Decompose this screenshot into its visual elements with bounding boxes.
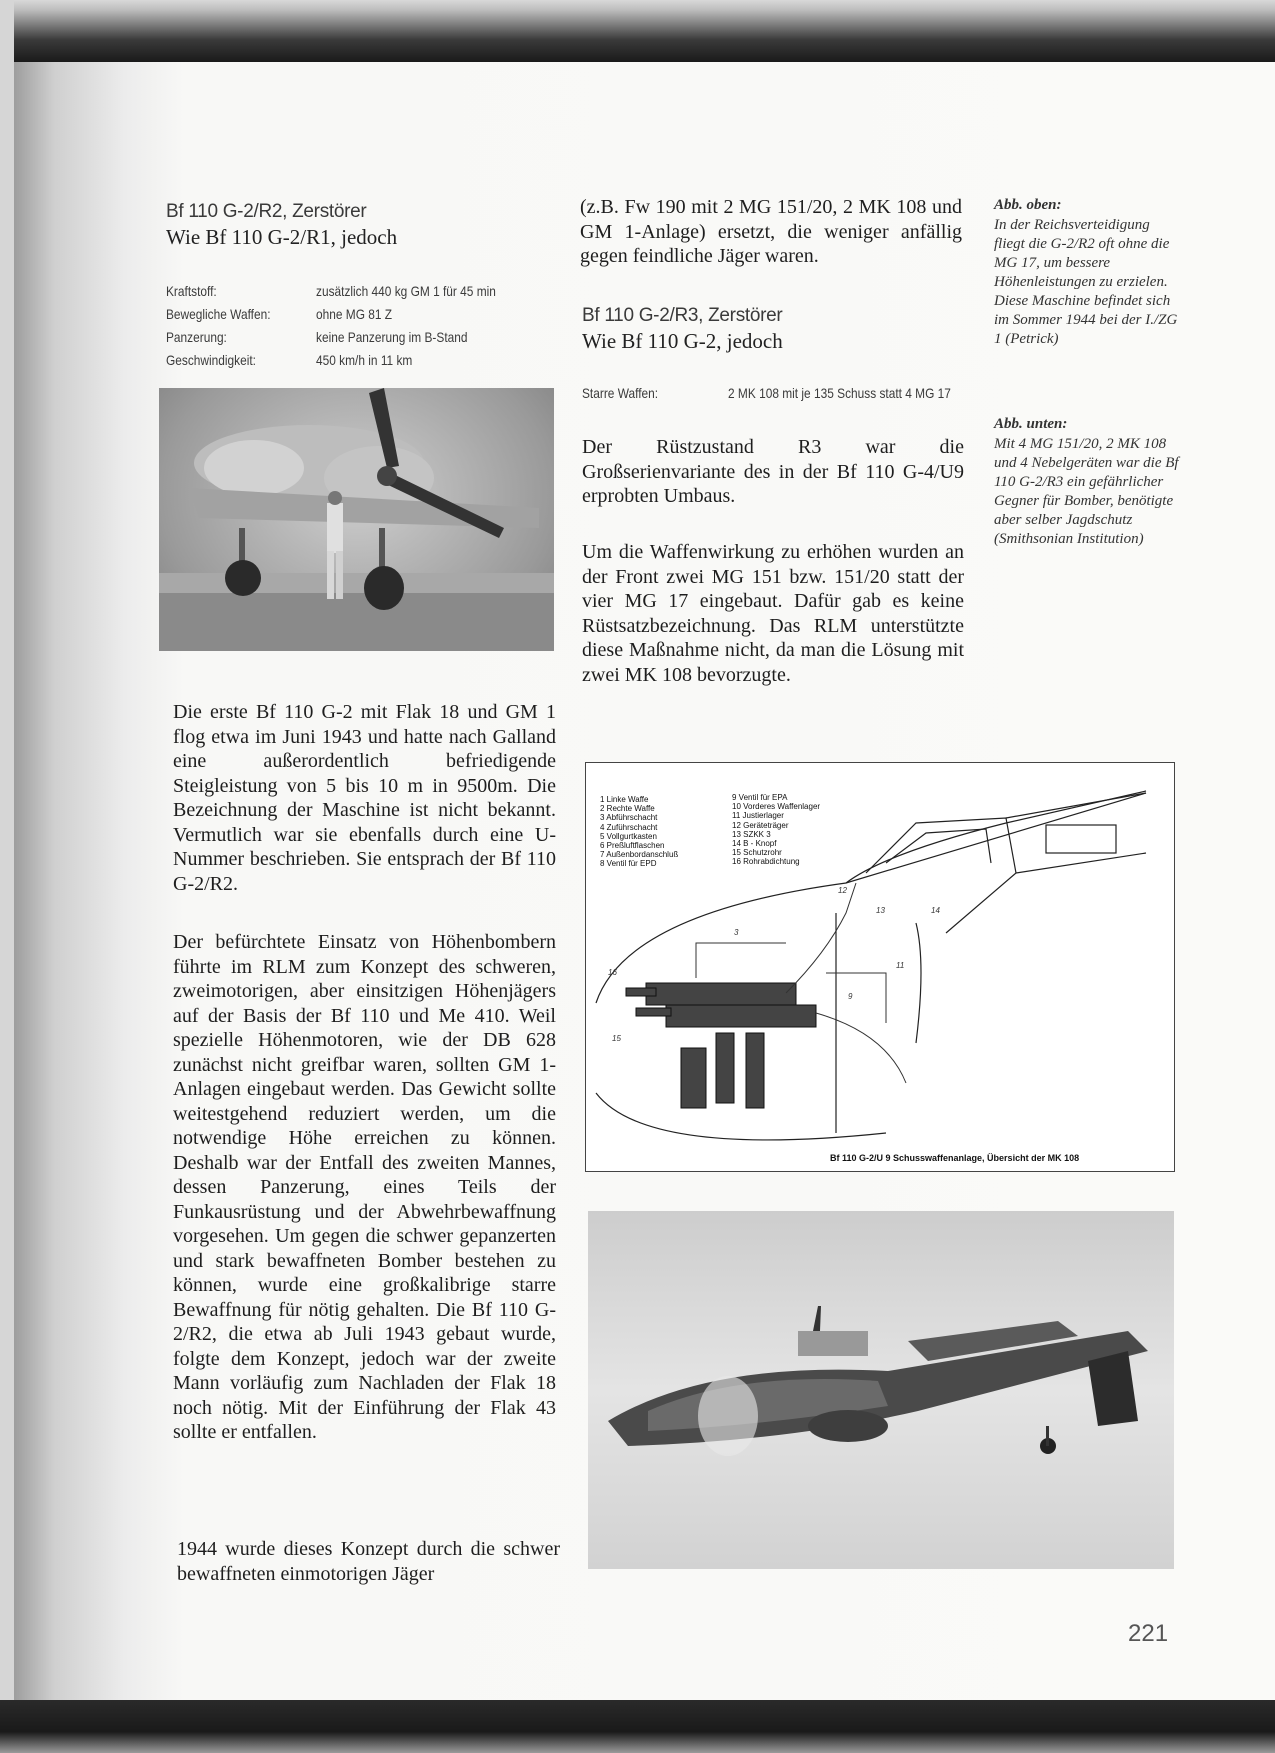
caption-top-heading: Abb. oben: [994, 197, 1062, 213]
legend-item: 12 Geräteträger [732, 820, 789, 830]
spec-value: zusätzlich 440 kg GM 1 für 45 min [316, 283, 496, 299]
legend-item: 10 Vorderes Waffenlager [732, 802, 821, 812]
caption-top-text: In der Reichsverteidigung fliegt die G-2/R2 oft ohne die MG 17, um bessere Höhenleistungen zu erzielen. Diese Maschine befindet sich im Sommer 1944 bei der I./ZG 1 (Petrick) [994, 217, 1178, 347]
spec-label: Panzerung: [166, 329, 227, 345]
spec-label: Starre Waffen: [582, 385, 659, 401]
diagram-caption: Bf 110 G-2/U 9 Schusswaffenanlage, Übersicht der MK 108 [830, 1153, 1080, 1163]
body-paragraph: (z.B. Fw 190 mit 2 MG 151/20, 2 MK 108 und GM 1-Anlage) ersetzt, die weniger anfällig gegen feindliche Jäger waren. [580, 196, 962, 267]
legend-item: 16 Rohrabdichtung [732, 857, 800, 867]
section-subheading-r2: Wie Bf 110 G-2/R1, jedoch [166, 225, 398, 249]
scan-bottom-edge [0, 1700, 1275, 1753]
legend-item: 2 Rechte Waffe [600, 804, 655, 814]
section-subheading-r3: Wie Bf 110 G-2, jedoch [582, 329, 783, 353]
scan-left-edge [0, 0, 14, 1753]
spec-value: ohne MG 81 Z [316, 306, 393, 322]
legend-item: 3 Abführschacht [600, 813, 658, 823]
spec-label: Kraftstoff: [166, 283, 217, 299]
body-paragraph: Der befürchtete Einsatz von Höhenbombern führte im RLM zum Konzept des schweren, zweimotorigen, aber einsitzigen Höhenjägers auf der Basis der Bf 110 und Me 410. Weil spezielle Höhenmotoren, wie der DB 628 zunächst nicht greifbar waren, sollten GM 1-Anlagen eingebaut werden. Das Gewicht sollte weitestgehend reduziert werden, um die notwendige Höhe erreichen zu können. Deshalb war der Entfall des zweiten Mannes, dessen Panzerung, eines Teils der Funkausrüstung und der Abwehrbewaffnung vorgesehen. Um gegen die schwer gepanzerten und stark bewaffneten Bomber bestehen zu können, wurde eine großkalibrige starre Bewaffnung für nötig gehalten. Die Bf 110 G-2/R2, die etwa ab Juli 1943 gebaut wurde, folgte dem Konzept, jedoch war der zweite Mann vorläufig zum Nachladen der Flak 18 noch nötig. Mit der Einführung der Flak 43 sollte er entfallen. [173, 931, 556, 1443]
svg-text:12: 12 [838, 886, 847, 895]
diagram-drawing [586, 763, 1174, 1171]
body-paragraph: Der Rüstzustand R3 war die Großserienvariante des in der Bf 110 G-4/U9 erprobten Umbaus. [582, 436, 964, 507]
legend-item: 7 Außenbordanschluß [600, 850, 679, 860]
caption-bottom-text: Mit 4 MG 151/20, 2 MK 108 und 4 Nebelgeräten war die Bf 110 G-2/R3 ein gefährlicher Gegner für Bomber, benötigte aber selber Jagdschutz (Smithsonian Institution) [994, 436, 1179, 547]
spec-value: 2 MK 108 mit je 135 Schuss statt 4 MG 17 [728, 385, 951, 401]
scan-top-edge [0, 0, 1275, 62]
spec-label: Geschwindigkeit: [166, 352, 256, 368]
weapon-diagram [585, 762, 1175, 1172]
svg-text:14: 14 [931, 906, 940, 915]
svg-text:15: 15 [612, 1034, 621, 1043]
svg-text:13: 13 [876, 906, 885, 915]
body-paragraph: Um die Waffenwirkung zu erhöhen wurden an der Front zwei MG 151 bzw. 151/20 statt der vier MG 17 eingebaut. Dafür gab es keine Rüstsatzbezeichnung. Das RLM unterstützte diese Maßnahme nicht, da man die Lösung mit zwei MK 108 bevorzugte. [582, 541, 964, 686]
photo-aircraft-ground [159, 388, 554, 651]
legend-item: 9 Ventil für EPA [732, 793, 788, 802]
spec-label: Bewegliche Waffen: [166, 306, 271, 322]
body-paragraph: Die erste Bf 110 G-2 mit Flak 18 und GM 1 flog etwa im Juni 1943 und hatte nach Galland eine außerordentlich befriedigende Steigleistung von 5 bis 10 m in 9500m. Die Bezeichnung der Maschine ist nicht bekannt. Vermutlich war sie ebenfalls durch eine U-Nummer beschrieben. Sie entsprach der Bf 110 G-2/R2. [173, 701, 556, 895]
legend-item: 13 SZKK 3 [732, 829, 771, 839]
svg-text:9: 9 [848, 992, 853, 1001]
legend-item: 11 Justierlager [732, 811, 784, 821]
legend-item: 4 Zuführschacht [600, 822, 658, 832]
caption-bottom-heading: Abb. unten: [994, 416, 1068, 432]
legend-item: 15 Schutzrohr [732, 848, 782, 858]
svg-text:16: 16 [608, 968, 617, 977]
legend-item: 8 Ventil für EPD [600, 859, 657, 869]
spec-value: 450 km/h in 11 km [316, 352, 413, 368]
section-heading-r3: Bf 110 G-2/R3, Zerstörer [582, 305, 783, 326]
section-heading-r2: Bf 110 G-2/R2, Zerstörer [166, 201, 367, 222]
page-number: 221 [1128, 1620, 1169, 1647]
legend-item: 14 B - Knopf [732, 839, 777, 849]
legend-item: 1 Linke Waffe [600, 795, 649, 804]
spec-value: keine Panzerung im B-Stand [316, 329, 468, 345]
svg-text:3: 3 [734, 928, 739, 937]
legend-item: 5 Vollgurtkasten [600, 831, 657, 841]
svg-text:11: 11 [896, 961, 905, 970]
body-paragraph: 1944 wurde dieses Konzept durch die schwer bewaffneten einmotorigen Jäger [177, 1538, 560, 1585]
legend-item: 6 Preßluftflaschen [600, 841, 665, 851]
photo-aircraft-flight [588, 1211, 1174, 1569]
